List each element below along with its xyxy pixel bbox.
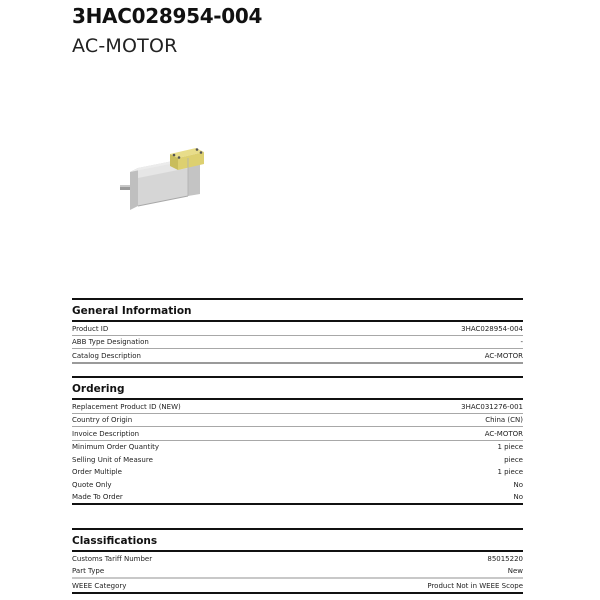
row-value: 1 piece xyxy=(497,443,523,451)
table-row xyxy=(72,552,523,565)
row-label: Quote Only xyxy=(72,480,112,489)
table-row xyxy=(72,322,523,336)
row-value: Product Not in WEEE Scope xyxy=(427,581,523,590)
row-value: 3HAC028954-004 xyxy=(461,324,523,333)
table-row xyxy=(72,414,523,428)
row-label: Catalog Description xyxy=(72,351,141,360)
table-row xyxy=(72,400,523,414)
section-ordering xyxy=(72,376,523,505)
row-value: 1 piece xyxy=(497,468,523,476)
row-value: No xyxy=(513,480,523,489)
row-value: No xyxy=(513,493,523,501)
row-value: New xyxy=(507,567,523,575)
table-row xyxy=(72,336,523,350)
row-value: 85015220 xyxy=(487,554,523,563)
product-subtitle: AC-MOTOR xyxy=(72,35,178,57)
row-label: Selling Unit of Measure xyxy=(72,455,153,464)
row-value: China (CN) xyxy=(485,416,523,424)
table-row xyxy=(72,478,523,491)
row-value: 3HAC031276-001 xyxy=(461,402,523,411)
section-title: Classifications xyxy=(72,530,523,552)
table-row xyxy=(72,427,523,441)
row-value: - xyxy=(520,338,523,346)
section-classifications xyxy=(72,528,523,594)
table-row xyxy=(72,349,523,364)
row-value: AC-MOTOR xyxy=(484,429,523,438)
row-label: Order Multiple xyxy=(72,468,122,476)
product-title: 3HAC028954-004 xyxy=(72,4,263,28)
row-label: ABB Type Designation xyxy=(72,338,149,346)
row-label: Minimum Order Quantity xyxy=(72,443,160,451)
row-label: Product ID xyxy=(72,324,109,333)
section-title: General Information xyxy=(72,300,523,322)
row-label: Part Type xyxy=(72,567,105,575)
row-label: Country of Origin xyxy=(72,416,133,424)
table-row xyxy=(72,441,523,454)
table-row xyxy=(72,466,523,479)
row-label: Invoice Description xyxy=(72,429,140,438)
motor-image-icon xyxy=(100,140,220,220)
row-label: Replacement Product ID (NEW) xyxy=(72,402,181,411)
section-title: Ordering xyxy=(72,378,523,400)
table-row xyxy=(72,579,523,594)
section-general-information xyxy=(72,298,523,364)
row-label: Made To Order xyxy=(72,493,123,501)
row-label: Customs Tariff Number xyxy=(72,554,153,563)
table-row xyxy=(72,453,523,466)
row-label: WEEE Category xyxy=(72,581,127,590)
table-row xyxy=(72,565,523,580)
table-row xyxy=(72,491,523,506)
row-value: piece xyxy=(504,455,523,464)
row-value: AC-MOTOR xyxy=(484,351,523,360)
